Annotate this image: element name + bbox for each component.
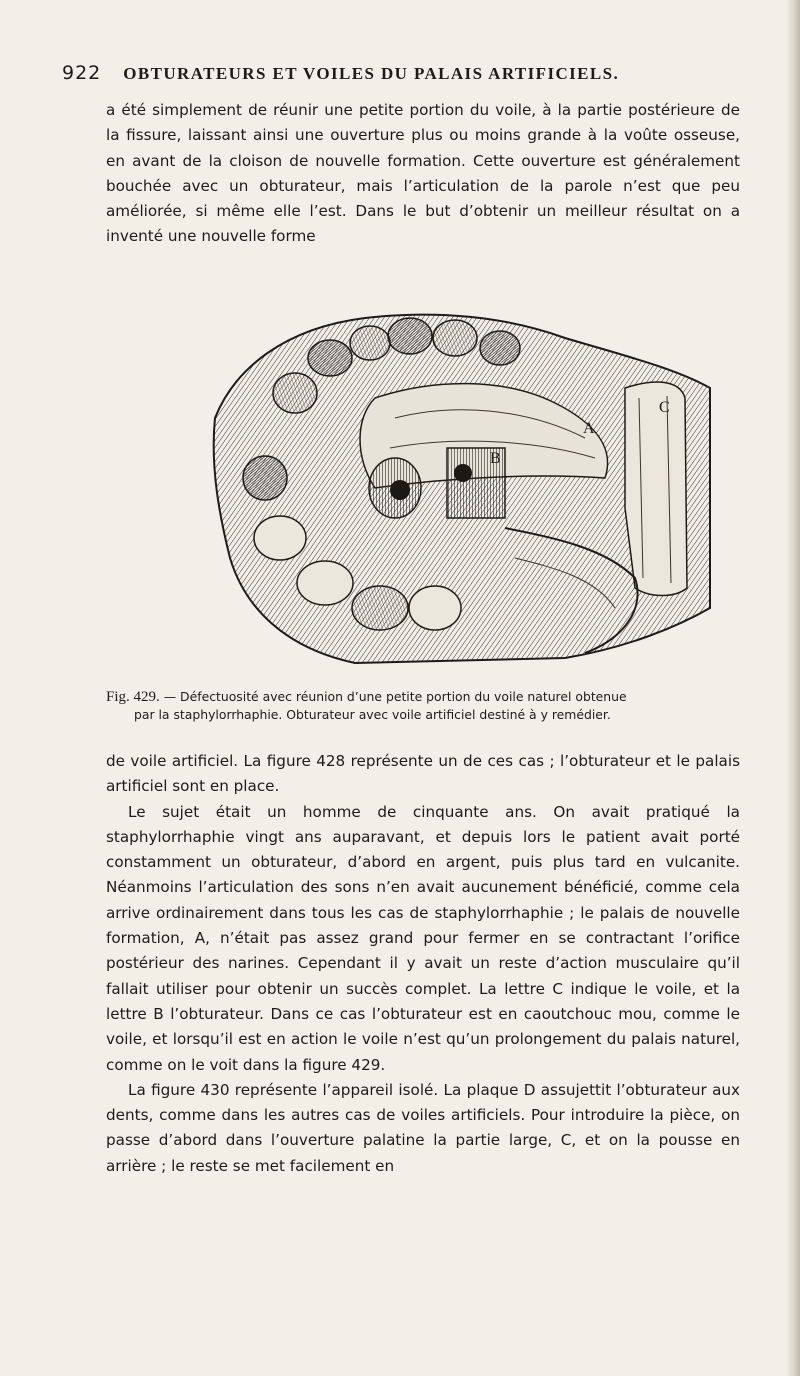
palate-illustration [205, 308, 721, 670]
body-paragraph-continuation: de voile artificiel. La figure 428 représente un de ces cas ; l’obturateur et le palais artificiel sont en place. [106, 752, 740, 796]
page-edge [786, 0, 800, 1376]
figure-429-engraving [205, 308, 721, 670]
figure-label-a: A [583, 420, 595, 437]
body-paragraph-top: a été simplement de réunir une petite portion du voile, à la partie postérieure de la fissure, laissant ainsi une ouverture plus ou moins grande à la voûte osseuse, en avant de la cloison de nouvelle formation. Cette ouverture est généralement bouchée avec un obturateur, mais l’articulation de la parole n’est que peu améliorée, si même elle l’est. Dans le but d’obtenir un meilleur résultat on a inventé une nouvelle forme [106, 101, 740, 246]
figure-caption [106, 688, 740, 724]
running-head: OBTURATEURS ET VOILES DU PALAIS ARTIFICIELS. [123, 64, 620, 83]
caption-line-2: par la staphylorrhaphie. Obturateur avec voile artificiel destiné à y remédier. [134, 707, 611, 722]
body-text-bottom [106, 749, 740, 1179]
caption-line-1: — Défectuosité avec réunion d’une petite portion du voile naturel obtenue [163, 689, 627, 704]
running-header [62, 62, 742, 92]
page-number: 922 [62, 62, 102, 84]
body-paragraph-figure-430: La figure 430 représente l’appareil isolé. La plaque D assujettit l’obturateur aux dents, comme dans les autres cas de voiles artificiels. Pour introduire la pièce, on passe d’abord dans l’ouverture palatine la partie large, C, et on la pousse en arrière ; le reste se met facilement en [106, 1080, 740, 1175]
caption-fig-number: Fig. 429. [106, 689, 160, 705]
figure-label-b: B [490, 450, 501, 467]
figure-label-c: C [659, 399, 670, 416]
body-paragraph-case: Le sujet était un homme de cinquante ans. On avait pratiqué la staphylorrhaphie vingt ans auparavant, et depuis lors le patient avait porté constamment un obturateur, d’abord en argent, puis plus tard en vulcanite. Néanmoins l’articulation des sons n’en avait aucunement bénéficié, comme cela arrive ordinairement dans tous les cas de staphylorrhaphie ; le palais de nouvelle formation, A, n’était pas assez grand pour fermer en se contractant l’orifice postérieur des narines. Cependant il y avait un reste d’action musculaire qu’il fallait utiliser pour obtenir un succès complet. La lettre C indique le voile, et la lettre B l’obturateur. Dans ce cas l’obturateur est en caoutchouc mou, comme le voile, et lorsqu’il est en action le voile n’est qu’un prolongement du palais naturel, comme on le voit dans la figure 429. [106, 802, 740, 1074]
velum-c [625, 382, 687, 595]
